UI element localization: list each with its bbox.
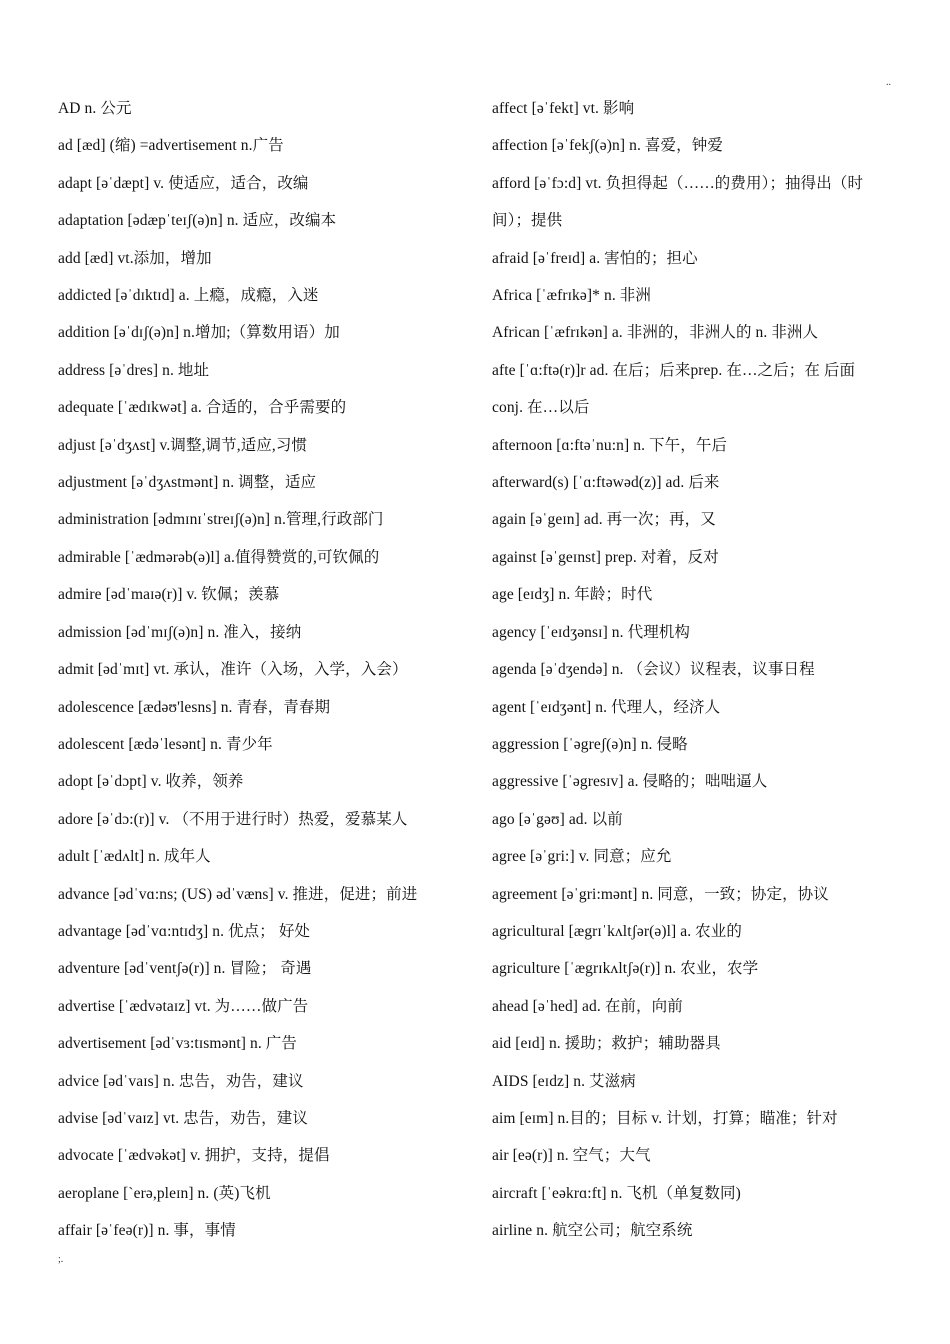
vocab-entry: adore [əˈdɔ:(r)] v. （不用于进行时）热爱，爱慕某人: [58, 810, 408, 828]
vocab-entry: conj. 在…以后: [492, 399, 590, 417]
vocab-entry: airline n. 航空公司；航空系统: [492, 1222, 693, 1240]
vocab-entry: advantage [ədˈvɑ:ntɪdʒ] n. 优点； 好处: [58, 922, 311, 940]
vocab-entry: African [ˈæfrɪkən] a. 非洲的，非洲人的 n. 非洲人: [492, 324, 819, 342]
vocab-entry: afraid [əˈfreɪd] a. 害怕的；担心: [492, 249, 698, 267]
vocab-entry: age [eɪdʒ] n. 年龄；时代: [492, 586, 653, 604]
vocab-entry: again [əˈgeɪn] ad. 再一次；再，又: [492, 511, 716, 529]
vocabulary-column-right: [492, 90, 902, 1250]
vocab-entry: admire [ədˈmaɪə(r)] v. 钦佩；羡慕: [58, 586, 280, 604]
vocab-entry: AD n. 公元: [58, 100, 132, 117]
vocabulary-column-left: [58, 90, 458, 1250]
vocab-entry: advance [ədˈvɑ:ns; (US) ədˈvæns] v. 推进，促进；前进: [58, 885, 418, 903]
vocab-entry: administration [ədmɪnɪˈstreɪʃ(ə)n] n.管理,行政部门: [58, 511, 384, 529]
vocab-entry: affect [əˈfekt] vt. 影响: [492, 100, 635, 117]
vocab-entry: aeroplane [`erə,pleɪn] n. (英)飞机: [58, 1184, 271, 1202]
vocab-entry: affair [əˈfeə(r)] n. 事，事情: [58, 1222, 236, 1240]
vocab-entry: admission [ədˈmɪʃ(ə)n] n. 准入，接纳: [58, 623, 302, 641]
vocab-entry: adaptation [ədæpˈteɪʃ(ə)n] n. 适应，改编本: [58, 212, 337, 230]
vocab-entry: adolescent [ædəˈlesənt] n. 青少年: [58, 735, 273, 753]
vocab-entry: address [əˈdres] n. 地址: [58, 361, 210, 379]
vocab-entry: admirable [ˈædmərəb(ə)l] a.值得赞赏的,可钦佩的: [58, 548, 380, 566]
vocab-entry: addicted [əˈdɪktɪd] a. 上瘾，成瘾，入迷: [58, 287, 319, 305]
vocab-entry: adjust [əˈdʒʌst] v.调整,调节,适应,习惯: [58, 436, 308, 454]
vocab-entry: aid [eɪd] n. 援助；救护；辅助器具: [492, 1035, 721, 1053]
vocab-entry: admit [ədˈmɪt] vt. 承认，准许（入场，入学，入会）: [58, 661, 408, 679]
vocab-entry: afternoon [ɑ:ftəˈnu:n] n. 下午，午后: [492, 436, 728, 454]
vocab-entry: aggression [ˈəgreʃ(ə)n] n. 侵略: [492, 735, 688, 753]
vocab-entry: adult [ˈædʌlt] n. 成年人: [58, 848, 211, 866]
page-bottom-mark: ;.: [58, 1254, 64, 1265]
vocab-entry: aggressive [ˈəgresɪv] a. 侵略的；咄咄逼人: [492, 773, 768, 791]
vocab-entry: adapt [əˈdæpt] v. 使适应，适合，改编: [58, 174, 309, 192]
vocab-entry: ad [æd] (缩) =advertisement n.广告: [58, 137, 284, 155]
page-corner-mark: ..: [886, 77, 891, 88]
vocab-entry: adequate [ˈædɪkwət] a. 合适的，合乎需要的: [58, 399, 347, 417]
vocab-entry: against [əˈgeɪnst] prep. 对着，反对: [492, 548, 719, 566]
vocab-entry: advertise [ˈædvətaɪz] vt. 为……做广告: [58, 997, 309, 1015]
vocab-entry: agreement [əˈgri:mənt] n. 同意，一致；协定，协议: [492, 885, 829, 903]
vocab-entry: adolescence [ædəʊ'lesns] n. 青春，青春期: [58, 698, 331, 716]
vocab-entry: agree [əˈgri:] v. 同意；应允: [492, 848, 672, 866]
vocab-entry: afterward(s) [ˈɑ:ftəwəd(z)] ad. 后来: [492, 474, 720, 492]
vocab-entry: adjustment [əˈdʒʌstmənt] n. 调整，适应: [58, 474, 317, 492]
vocab-entry: Africa [ˈæfrɪkə]* n. 非洲: [492, 287, 651, 305]
vocab-entry: ahead [əˈhed] ad. 在前，向前: [492, 997, 683, 1015]
vocab-entry: adopt [əˈdɔpt] v. 收养，领养: [58, 773, 244, 791]
vocab-entry: advocate [ˈædvəkət] v. 拥护，支持，提倡: [58, 1147, 330, 1165]
vocab-entry: air [eə(r)] n. 空气；大气: [492, 1147, 651, 1165]
vocab-entry: aim [eɪm] n.目的；目标 v. 计划，打算；瞄准；针对: [492, 1109, 838, 1127]
vocab-entry: agriculture [ˈægrɪkʌltʃə(r)] n. 农业，农学: [492, 960, 759, 978]
vocab-entry: add [æd] vt.添加，增加: [58, 249, 212, 267]
vocab-entry: agenda [əˈdʒendə] n. （会议）议程表，议事日程: [492, 661, 815, 679]
vocab-entry: advice [ədˈvaɪs] n. 忠告，劝告，建议: [58, 1072, 304, 1090]
vocab-entry: afford [əˈfɔ:d] vt. 负担得起（……的费用）；抽得出（时间）；提供: [492, 174, 864, 230]
vocab-entry: afte [ˈɑ:ftə(r)]r ad. 在后；后来prep. 在…之后；在 后面: [492, 361, 856, 379]
vocab-entry: advertisement [ədˈvɜ:tɪsmənt] n. 广告: [58, 1035, 298, 1053]
vocab-entry: ago [əˈgəʊ] ad. 以前: [492, 810, 623, 828]
vocab-entry: advise [ədˈvaɪz] vt. 忠告，劝告，建议: [58, 1109, 308, 1127]
vocab-entry: AIDS [eɪdz] n. 艾滋病: [492, 1072, 636, 1090]
vocab-entry: agricultural [ægrɪˈkʌltʃər(ə)l] a. 农业的: [492, 922, 742, 940]
vocab-entry: addition [əˈdɪʃ(ə)n] n.增加;（算数用语）加: [58, 324, 340, 342]
vocab-entry: affection [əˈfekʃ(ə)n] n. 喜爱，钟爱: [492, 137, 723, 155]
vocab-entry: aircraft [ˈeəkrɑ:ft] n. 飞机（单复数同): [492, 1184, 741, 1202]
vocab-entry: agent [ˈeɪdʒənt] n. 代理人，经济人: [492, 698, 721, 716]
vocab-entry: adventure [ədˈventʃə(r)] n. 冒险； 奇遇: [58, 960, 312, 978]
vocab-entry: agency [ˈeɪdʒənsɪ] n. 代理机构: [492, 623, 691, 641]
